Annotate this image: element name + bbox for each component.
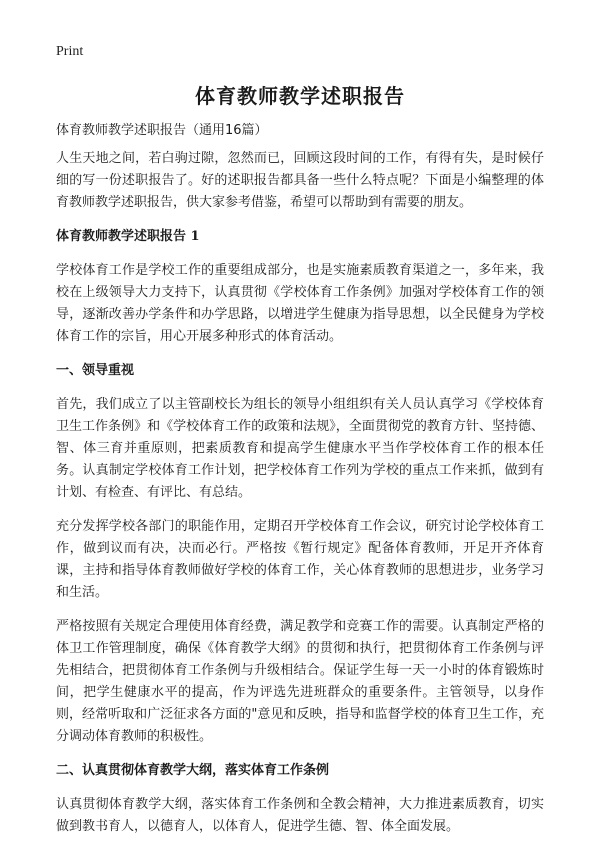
subsection-heading: 二、认真贯彻体育教学大纲，落实体育工作条例 (56, 763, 330, 778)
page-title: 体育教师教学述职报告 (195, 84, 405, 108)
document-body (56, 120, 544, 850)
section-heading: 体育教师教学述职报告 1 (56, 229, 200, 244)
paragraph: 首先，我们成立了以主管副校长为组长的领导小组组织有关人员认真学习《学校体育卫生工作条例》和《学校体育工作的政策和法规》，全面贯彻党的教育方针、坚持德、智、体三育并重原则，把素质教育和提高学生健康水平当作学校体育工作的根本任务。认真制定学校体育工作计划，把学校体育工作列为学校的重点工作来抓，做到有计划、有检查、有评比、有总结。 (56, 397, 544, 500)
paragraph: 学校体育工作是学校工作的重要组成部分，也是实施素质教育渠道之一，多年来，我校在上级领导大力支持下，认真贯彻《学校体育工作条例》加强对学校体育工作的领导，逐渐改善办学条件和办学思路，以增进学生健康为指导思想，以全民健身为学校体育工作的宗旨，用心开展多种形式的体育活动。 (56, 263, 544, 344)
paragraph: 充分发挥学校各部门的职能作用，定期召开学校体育工作会议，研究讨论学校体育工作，做到议而有决，决而必行。严格按《暂行规定》配备体育教师，开足开齐体育课，主持和指导体育教师做好学校的体育工作，关心体育教师的思想进步，业务学习和生活。 (56, 519, 544, 600)
paragraph: 严格按照有关规定合理使用体育经费，满足教学和竞赛工作的需要。认真制定严格的体卫工作管理制度，确保《体育教学大纲》的贯彻和执行，把贯彻体育工作条例与评先相结合，把贯彻体育工作条例与升级相结合。保证学生每一天一小时的体育锻炼时间，把学生健康水平的提高，作为评选先进班群众的重要条件。主管领导，以身作则，经常听取和广泛征求各方面的"意见和反映，指导和监督学校的体育卫生工作，充分调动体育教师的积极性。 (56, 619, 544, 744)
intro-paragraph: 人生天地之间，若白驹过隙，忽然而已，回顾这段时间的工作，有得有失，是时候仔细的写一份述职报告了。好的述职报告都具备一些什么特点呢？下面是小编整理的体育教师教学述职报告，供大家参考借鉴，希望可以帮助到有需要的朋友。 (56, 151, 544, 210)
subsection-heading: 一、领导重视 (56, 363, 135, 378)
paragraph: 认真贯彻体育教学大纲，落实体育工作条例和全教会精神，大力推进素质教育，切实做到教书育人，以德育人，以体育人，促进学生德、智、体全面发展。 (56, 797, 544, 834)
print-link[interactable]: Print (56, 44, 84, 59)
document-subtitle: 体育教师教学述职报告（通用16篇） (56, 123, 268, 138)
